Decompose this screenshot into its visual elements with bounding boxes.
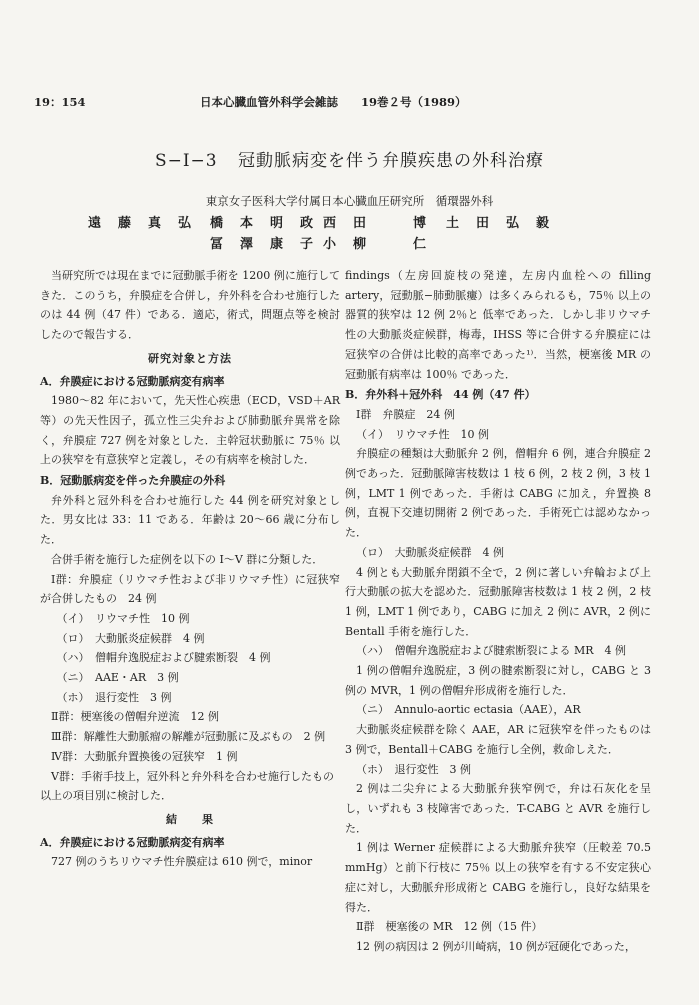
group-item: （イ） リウマチ性 10 例	[356, 427, 489, 441]
paragraph: 1 例の僧帽弁逸脱症，3 例の腱索断裂に対し，CABG と 3 例の MVR，1 例の僧帽弁形成術を施行した．	[345, 664, 651, 697]
affiliation: 東京女子医科大学付属日本心臓血圧研究所 循環器外科	[205, 194, 494, 208]
group-item: Ⅴ群：手術手技上，冠外科と弁外科を合わせ施行したもの	[51, 769, 334, 783]
paragraph: 1980〜82 年において，先天性心疾患（ECD，VSD＋AR 等）の先天性因子，孤立性三尖弁および肺動脈弁異常を除く，弁膜症 727 例を対象とした．主幹冠状動脈に 75％ 以上の狭窄を有意狭窄と定義し，その有病率を検討した．	[40, 394, 340, 467]
article-title	[0, 146, 699, 171]
group-item: （ホ） 退行変性 3 例	[356, 762, 471, 776]
group-item: Ⅰ群 弁膜症 24 例	[356, 407, 455, 421]
list-item: （イ） リウマチ性 10 例	[56, 611, 190, 625]
paragraph: 当研究所では現在までに冠動脈手術を 1200 例に施行してきた．このうち，弁膜症を合併し，弁外科を合わせ施行したのは 44 例（47 件）である．適応，術式，問題点等を検討したので報告する．	[40, 269, 340, 342]
group-item: Ⅱ群：梗塞後の僧帽弁逆流 12 例	[51, 710, 219, 724]
subsection-heading: B．冠動脈病変を伴った弁膜症の外科	[40, 474, 226, 488]
group-item: （ニ） Annulo-aortic ectasia（AAE），AR	[356, 703, 581, 717]
author: 橋 本 明 政	[210, 216, 316, 231]
list-item: （ロ） 大動脈炎症候群 4 例	[56, 631, 205, 645]
author: 土 田 弘 毅	[446, 216, 552, 231]
paragraph: 弁膜症の種類は大動脈弁 2 例，僧帽弁 6 例，連合弁膜症 2 例であった．冠動脈障害枝数は 1 枝 6 例，2 枝 2 例，3 枝 1 例，LMT 1 例であった．手術は CABG に加え，弁置換 8 例，直視下交連切開術 2 例であった．手術死亡は認めなかった．	[345, 447, 651, 540]
page-number: 19：154	[34, 95, 86, 109]
session-code: S−I−3	[154, 151, 218, 171]
list-item: （ハ） 僧帽弁逸脱症および腱索断裂 4 例	[56, 651, 271, 665]
list-item: （ニ） AAE・AR 3 例	[56, 671, 179, 685]
paragraph: 4 例とも大動脈弁閉鎖不全で，2 例に著しい弁輪および上行大動脈の拡大を認めた．冠動脈障害枝数は 1 枝 2 例，2 枝 1 例，LMT 1 例であり，CABG に加え 2 例に AVR，2 例に Bentall 手術を施行した．	[345, 565, 651, 638]
group-item: Ⅳ群：大動脈弁置換後の冠狭窄 1 例	[51, 749, 238, 763]
author: 西 田 博	[323, 216, 429, 231]
right-column	[345, 266, 651, 957]
left-column	[40, 266, 340, 872]
subsection-heading: A．弁膜症における冠動脈病変有病率	[40, 374, 225, 388]
journal-header: 日本心臓血管外科学会雑誌 19巻２号（1989）	[200, 95, 467, 109]
paragraph: 12 例の病因は 2 例が川崎病，10 例が冠硬化であった，	[356, 939, 636, 953]
subsection-heading: B．弁外科＋冠外科 44 例（47 件）	[345, 388, 536, 402]
paragraph: 2 例は二尖弁による大動脈弁狭窄例で，弁は石灰化を呈し，いずれも 3 枝障害であった．T-CABG と AVR を施行した．	[345, 782, 651, 835]
paragraph: Ⅰ群：弁膜症（リウマチ性および非リウマチ性）に冠狭窄が合併したもの 24 例	[40, 572, 340, 606]
section-heading: 結 果	[166, 812, 214, 826]
paragraph: findings（左房回旋枝の発達，左房内血栓への filling artery，冠動脈−肺動脈瘻）は多くみられるも，75％ 以上の器質的狭窄は 12 例 2％と 低率であった．しかし非リウマチ性の大動脈炎症候群，梅毒，IHSS 等に合併する弁膜症には冠狭窄の合併は比較的高率であった¹⁾．当然，梗塞後 MR の冠動脈有病率は 100％ であった．	[345, 269, 651, 381]
paragraph: 1 例は Werner 症候群による大動脈弁狭窄（圧較差 70.5 mmHg）と前下行枝に 75％ 以上の狭窄を有する不安定狭心症に対し，大動脈弁形成術と CABG を施行し，良好な結果を得た．	[345, 841, 651, 914]
group-item: （ロ） 大動脈炎症候群 4 例	[356, 545, 504, 559]
paragraph: 大動脈炎症候群を除く AAE，AR に冠狭窄を伴ったものは 3 例で，Bentall＋CABG を施行し全例，救命しえた．	[345, 723, 651, 756]
paragraph: 弁外科と冠外科を合わせ施行した 44 例を研究対象とした．男女比は 33：11 である．年齢は 20〜66 歳に分布した．	[40, 493, 340, 547]
author: 小 柳 仁	[323, 237, 429, 252]
author: 冨 澤 康 子	[210, 237, 316, 252]
paragraph: 以上の項目別に検討した．	[40, 789, 172, 803]
subsection-heading: A．弁膜症における冠動脈病変有病率	[40, 835, 225, 849]
author: 遠 藤 真 弘	[88, 216, 194, 231]
group-item: （ハ） 僧帽弁逸脱症および腱索断裂による MR 4 例	[356, 644, 627, 658]
group-item: Ⅲ群：解離性大動脈瘤の解離が冠動脈に及ぶもの 2 例	[51, 730, 326, 744]
section-heading: 研究対象と方法	[148, 351, 232, 365]
list-item: （ホ） 退行変性 3 例	[56, 690, 172, 704]
paragraph: 727 例のうちリウマチ性弁膜症は 610 例で，minor	[51, 855, 313, 869]
group-item: Ⅱ群 梗塞後の MR 12 例（15 件）	[356, 920, 543, 934]
title-text: 冠動脈病変を伴う弁膜疾患の外科治療	[238, 151, 545, 171]
paragraph: 合併手術を施行した症例を以下の Ⅰ〜Ⅴ 群に分類した．	[51, 552, 324, 566]
